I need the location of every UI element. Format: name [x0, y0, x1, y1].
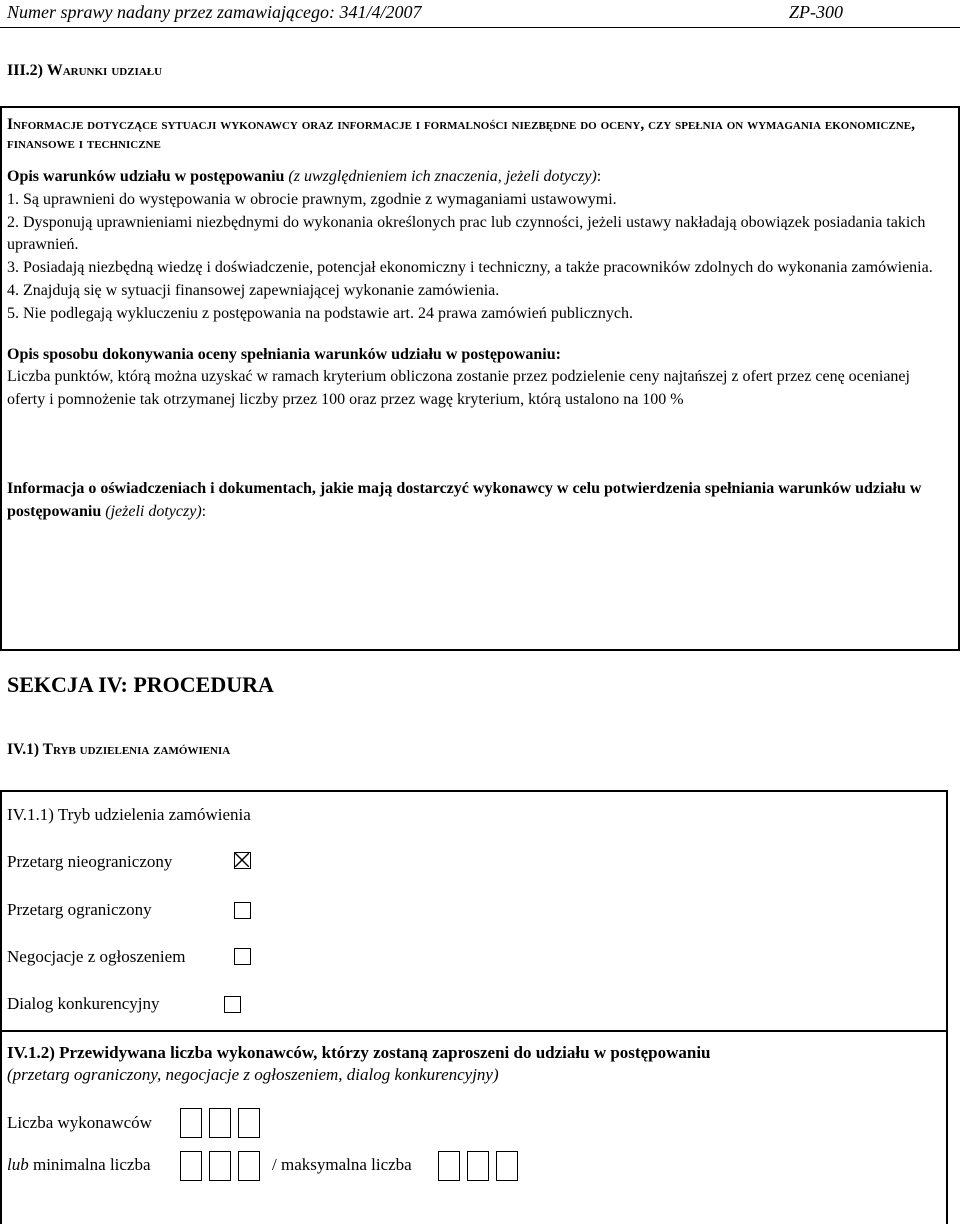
documents-info: [7, 478, 952, 523]
conditions-description: [7, 166, 952, 189]
conditions-list: [7, 189, 952, 325]
lub-label: lub: [7, 1155, 29, 1174]
info-heading: Informacje dotyczące sytuacji wykonawcy oraz informacje i formalności niezbędne do oceny, czy spełnia on wymagania ekonomiczne, finansowe i techniczne: [7, 116, 915, 152]
option-label-przetarg-nieograniczony: Przetarg nieograniczony: [7, 852, 173, 871]
min-label: minimalna liczba: [32, 1155, 151, 1174]
condition-item: 1. Są uprawnieni do występowania w obrocie prawnym, zgodnie z wymaganiami ustawowymi.: [7, 191, 617, 208]
case-number: Numer sprawy nadany przez zamawiającego: 341/4/2007: [7, 2, 422, 22]
liczba-digit-box[interactable]: [180, 1108, 202, 1138]
checkmark-cross-icon: [235, 853, 249, 867]
option-label-przetarg-ograniczony: Przetarg ograniczony: [7, 900, 152, 919]
ocena-text: Liczba punktów, którą można uzyskać w ramach kryterium obliczona zostanie przez podzielenie ceny najtańszej z ofert przez cenę ocenianej oferty i pomnożenie tak otrzymanej liczby przez 100 oraz przez wagę kryterium, którą ustalono na 100 %: [7, 368, 910, 408]
section-iv-title: SEKCJA IV: PROCEDURA: [7, 672, 274, 697]
min-max-row: [7, 1155, 151, 1175]
form-code: ZP-300: [789, 2, 843, 22]
section-title-iv-1: IV.1) Tryb udzielenia zamówienia: [7, 741, 231, 758]
colon: :: [596, 168, 602, 185]
checkbox-przetarg-nieograniczony[interactable]: [234, 852, 251, 869]
condition-item: 3. Posiadają niezbędną wiedzę i doświadczenie, potencjał ekonomiczny i techniczny, a także pracowników zdolnych do wykonania zamówienia.: [7, 259, 933, 277]
max-digit-box[interactable]: [496, 1151, 518, 1181]
max-label: / maksymalna liczba: [272, 1155, 412, 1174]
header-divider: [0, 27, 960, 28]
opis-warunkow-label: Opis warunków udziału w postępowaniu: [7, 168, 285, 185]
max-digit-box[interactable]: [467, 1151, 489, 1181]
min-digit-box[interactable]: [180, 1151, 202, 1181]
section-title-iii-2: III.2) Warunki udziału: [7, 62, 163, 79]
option-label-negocjacje: Negocjacje z ogłoszeniem: [7, 947, 186, 966]
min-digit-box[interactable]: [238, 1151, 260, 1181]
option-label-dialog: Dialog konkurencyjny: [7, 994, 160, 1013]
max-digit-box[interactable]: [438, 1151, 460, 1181]
condition-item: 5. Nie podlegają wykluczeniu z postępowania na podstawie art. 24 prawa zamówień publicznych.: [7, 304, 634, 322]
documents-info-note: (jeżeli dotyczy): [105, 502, 202, 520]
box2-title: IV.1.2) Przewidywana liczba wykonawców, którzy zostaną zaproszeni do udziału w postępowaniu: [7, 1043, 711, 1062]
liczba-label: Liczba wykonawców: [7, 1113, 152, 1132]
checkbox-przetarg-ograniczony[interactable]: [234, 902, 251, 919]
checkbox-dialog[interactable]: [224, 996, 241, 1013]
box2-subtitle: (przetarg ograniczony, negocjacje z ogłoszeniem, dialog konkurencyjny): [7, 1065, 499, 1084]
condition-item: 2. Dysponują uprawnieniami niezbędnymi do wykonania określonych prac lub czynności, jeżeli ustawy nakładają obowiązek posiadania takich uprawnień.: [7, 213, 926, 254]
page-header: [7, 2, 857, 23]
documents-info-label: Informacja o oświadczeniach i dokumentach, jakie mają dostarczyć wykonawcy w celu potwierdzenia spełniania warunków udziału w postępowaniu: [7, 480, 922, 520]
ocena-heading: Opis sposobu dokonywania oceny spełniania warunków udziału w postępowaniu:: [7, 346, 561, 363]
checkbox-negocjacje[interactable]: [234, 948, 251, 965]
min-digit-box[interactable]: [209, 1151, 231, 1181]
tryb-box-title: IV.1.1) Tryb udzielenia zamówienia: [7, 805, 251, 824]
condition-item: 4. Znajdują się w sytuacji finansowej zapewniającej wykonanie zamówienia.: [7, 281, 500, 299]
opis-warunkow-note: (z uwzględnieniem ich znaczenia, jeżeli dotyczy): [288, 168, 597, 185]
colon: :: [201, 502, 207, 520]
liczba-digit-box[interactable]: [209, 1108, 231, 1138]
liczba-digit-box[interactable]: [238, 1108, 260, 1138]
